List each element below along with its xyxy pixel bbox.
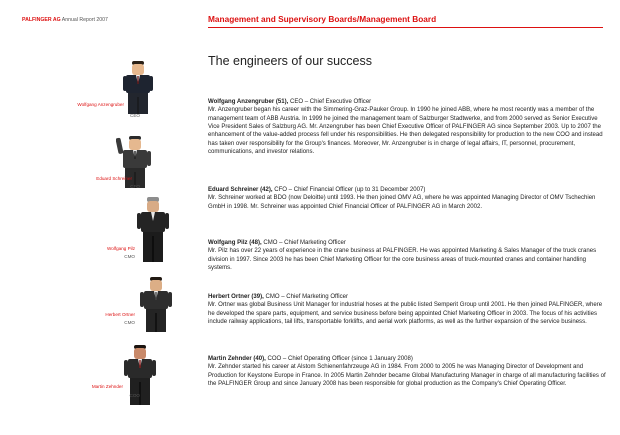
bio-heading-role: CMO – Chief Marketing Officer — [263, 294, 349, 300]
lego-figure-ortner-image — [140, 276, 172, 334]
bio-heading — [208, 98, 608, 106]
brand-name: PALFINGER AG — [22, 17, 61, 23]
bio-heading-role: CFO – Chief Financial Officer (up to 31 December 2007) — [272, 187, 426, 193]
figure-pilz — [80, 196, 140, 268]
bio-text: Mr. Ortner was global Business Unit Manager for industrial hoses at the public listed Semperit Group until 2001. He then joined PALFINGER, where he developed the spare parts, equipment, and service business before being appointed Chief Marketing Officer in 2003. The focus of his activities include railway applications, tail lifts, transportable forklifts, and aerial work platforms, as well as the further expansion of the service business. — [208, 302, 603, 326]
bio-heading-name: Herbert Ortner (39), — [208, 294, 264, 300]
bio-text: Mr. Zehnder started his career at Alstom Schienenfahrzeuge AG in 1984. From 2000 to 2005 he was Managing Director of Development and Production for Keystone Europe in France. In 2005 Martin Zehnder became Global Manufacturing Manager in charge of all manufacturing facilities of the PALFINGER Group and since January 2008 has been responsible for global production as the Company's Chief Operating Officer. — [208, 364, 606, 388]
figure-name: Eduard Schreiner — [96, 176, 132, 181]
bio-heading-role: CEO – Chief Executive Officer — [288, 99, 372, 105]
header-rule — [208, 27, 603, 28]
figure-role: CMO — [124, 254, 135, 259]
bio-ortner — [208, 293, 608, 326]
bio-anzengruber — [208, 98, 608, 156]
bio-heading-role: COO – Chief Operating Officer (since 1 January 2008) — [265, 356, 413, 362]
bio-heading-name: Martin Zehnder (40), — [208, 356, 266, 362]
page-title: The engineers of our success — [208, 54, 372, 68]
bio-heading — [208, 293, 608, 301]
section-title: Management and Supervisory Boards/Management Board — [208, 14, 437, 24]
figure-name: Martin Zehnder — [91, 384, 123, 389]
figure-name: Wolfgang Pilz — [106, 246, 135, 251]
figure-schreiner — [80, 132, 140, 192]
figure-role: COO — [129, 393, 140, 398]
figure-zehnder — [80, 344, 140, 410]
bio-text: Mr. Pilz has over 22 years of experience in the crane business at PALFINGER. He was appointed Marketing & Sales Manager of the truck cranes division in 1997. Since 2003 he has been Chief Marketing Officer for the core business areas of truck-mounted cranes and container handling systems. — [208, 248, 597, 272]
bio-heading-role: CMO – Chief Marketing Officer — [261, 240, 346, 246]
bio-heading — [208, 186, 608, 194]
figure-ortner — [80, 276, 140, 336]
bio-zehnder — [208, 355, 608, 388]
bio-pilz — [208, 239, 608, 272]
figure-role: CEO — [130, 113, 140, 118]
bio-heading-name: Eduard Schreiner (42), — [208, 187, 273, 193]
lego-figure-zehnder-image — [124, 344, 156, 408]
report-name: Annual Report 2007 — [61, 17, 108, 23]
figure-role: CMO — [124, 320, 135, 325]
bio-heading — [208, 239, 608, 247]
lego-figure-anzengruber-image — [123, 60, 153, 116]
bio-text: Mr. Schreiner worked at BDO (now Deloitte) until 1993. He then joined OMV AG, where he was appointed Managing Director of OMV Tschechien GmbH in 1998. Mr. Schreiner was appointed Chief Financial Officer of PALFINGER AG in March 2002. — [208, 195, 596, 210]
figure-anzengruber — [77, 60, 140, 130]
report-header — [22, 17, 108, 23]
figure-name: Herbert Ortner — [105, 312, 135, 317]
figure-role: CFO — [130, 184, 140, 189]
bio-heading-name: Wolfgang Pilz (48), — [208, 240, 262, 246]
figure-name: Wolfgang Anzengruber — [77, 102, 124, 107]
bio-heading-name: Wolfgang Anzengruber (51), — [208, 99, 289, 105]
lego-figure-pilz-image — [137, 196, 169, 266]
bio-schreiner — [208, 186, 608, 211]
bio-heading — [208, 355, 608, 363]
lego-figure-schreiner-image — [116, 132, 156, 190]
bio-text: Mr. Anzengruber began his career with the Simmering-Graz-Pauker Group. In 1990 he joined ABB, where he most recently was a member of the management team of ABB Austria. In 1999 he joined the management team of Salzburger Stadtwerke, and from 2000 served as Senior Executive Vice President Sales of Salzburg AG. Mr. Anzengruber has been Chief Executive Officer of PALFINGER AG since September 2003. Up to 2007 the enhancement of the value-added process fell under his responsibilities. He then delegated responsibility for production to the new COO and instead has taken over responsibility for the Group's finances. Moreover, Mr. Anzengruber is in charge of legal affairs, IT, personnel, procurement, communications, and investor relations. — [208, 107, 603, 156]
